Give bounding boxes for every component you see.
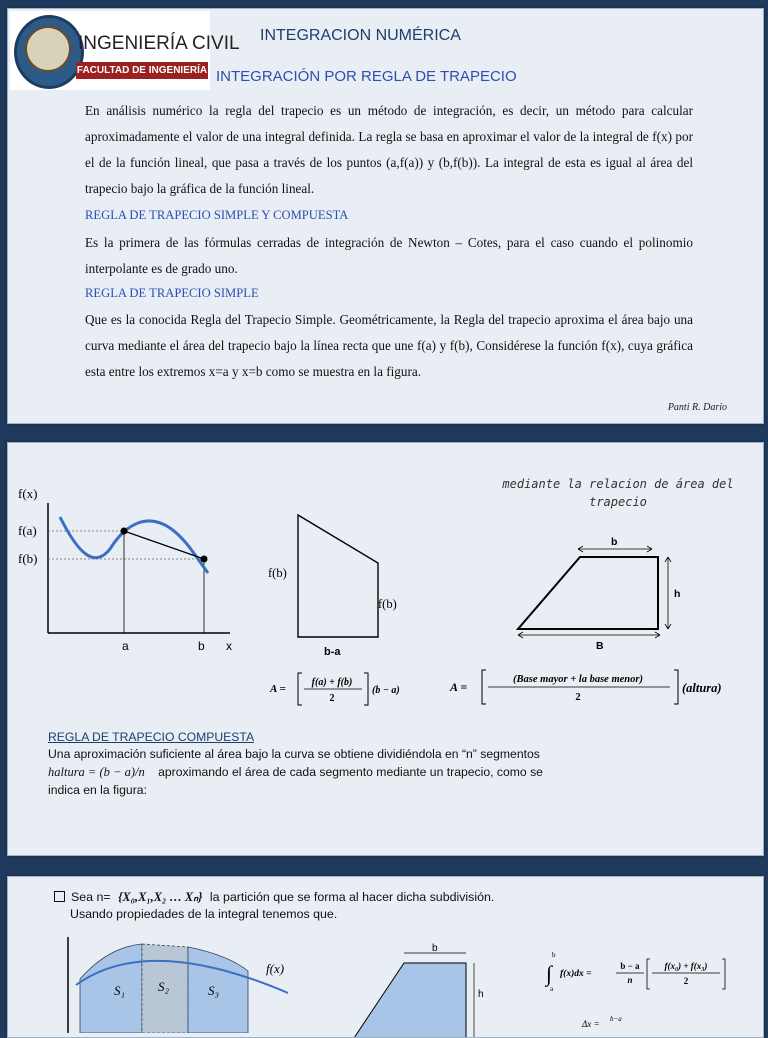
svg-text:b − a: b − a: [620, 961, 640, 971]
compuesta-line-3: indica en la figura:: [48, 783, 147, 797]
svg-text:b−a: b−a: [610, 1015, 622, 1023]
label-a: a: [122, 639, 129, 653]
heading-compuesta: REGLA DE TRAPECIO COMPUESTA: [48, 730, 255, 744]
svg-text:Δx =: Δx =: [582, 1019, 600, 1029]
heading-simple-compuesta: REGLA DE TRAPECIO SIMPLE Y COMPUESTA: [85, 208, 349, 222]
curve-figure: [8, 473, 248, 693]
trapezoid-caption: mediante la relacion de área del trapecio: [502, 477, 734, 509]
svg-text:b: b: [552, 951, 556, 959]
paragraph-trapecio-simple: Que es la conocida Regla del Trapecio Simple. Geométricamente, la Regla del trapecio aproxima el área bajo una curva mediante el área del trapecio bajo la línea recta que une f(a) y f(b), Considérese la función f(x), cuya gráfica esta entre los extremos x=a y x=b como se muestra en la figura.: [85, 312, 693, 379]
paragraph-newton-cotes: Es la primera de las fórmulas cerradas de integración de Newton – Cotes, para el caso cuando el polinomio interpolante es de grado uno.: [85, 235, 693, 276]
function-curve: [60, 517, 208, 573]
svg-text:f(x): f(x): [266, 961, 285, 976]
svg-text:2: 2: [329, 693, 335, 704]
partition-panel: [7, 876, 764, 1038]
svg-text:n: n: [627, 975, 633, 985]
label-b: b: [611, 536, 618, 548]
svg-text:2: 2: [575, 692, 581, 703]
label-fa: f(a): [18, 523, 37, 538]
trapezoid-dims-figure: [502, 531, 702, 651]
university-seal-icon: [14, 15, 84, 89]
page-subtitle: INTEGRACIÓN POR REGLA DE TRAPECIO: [216, 68, 517, 85]
partition-line: Sea n= {X₀,X₁,X₂ … Xₙ} la partición que se forma al hacer dicha subdivisión.: [54, 889, 494, 905]
label-B: B: [596, 640, 604, 651]
trapezoid-shape: [352, 963, 466, 1038]
svg-text:(Base mayor + la base menor): (Base mayor + la base menor): [513, 674, 643, 685]
logo: [10, 11, 240, 90]
svg-text:(b − a): (b − a): [372, 685, 400, 696]
figures-panel: [7, 442, 764, 856]
heading-simple: REGLA DE TRAPECIO SIMPLE: [85, 286, 259, 300]
segment-trapezoid: [348, 941, 488, 1038]
trapezoid-shape: [298, 515, 378, 637]
svg-text:A =: A =: [270, 683, 286, 695]
label-h: h: [674, 588, 681, 600]
compuesta-line-2: haltura = (b − a)/n aproximando el área de cada segmento mediante un trapecio, como se: [48, 765, 543, 779]
svg-text:a: a: [550, 985, 554, 993]
logo-subtitle: FACULTAD DE INGENIERÍA: [76, 62, 208, 79]
formula-trapecio: [268, 669, 448, 709]
page-title: INTEGRACION NUMÉRICA: [260, 27, 461, 44]
svg-text:∫: ∫: [546, 961, 553, 986]
trapezoid-shape: [518, 557, 658, 629]
intro-paragraph: En análisis numérico la regla del trapecio es un método de integración, es decir, un método para calcular aproximadamente el valor de una integral definida. La regla se basa en aproximar el valor de la integral de f(x) por el de la función lineal, que pasa a través de los puntos (a,f(a)) y (b,f(b)). La integral de esta es igual al área del trapecio bajo la gráfica de la función lineal.: [85, 103, 693, 196]
label-ba: b-a: [324, 646, 341, 658]
haltura-formula: haltura = (b − a)/n: [48, 765, 145, 779]
composite-figure: [58, 933, 298, 1033]
trapezoid-figure: [258, 505, 418, 665]
svg-text:2: 2: [683, 976, 689, 986]
secant-line: [124, 531, 204, 559]
svg-text:S₂: S₂: [158, 979, 170, 994]
formula-area: [448, 667, 758, 707]
svg-text:A =: A =: [450, 680, 468, 694]
svg-text:f(x)dx =: f(x)dx =: [560, 969, 592, 979]
partition-set: {X₀,X₁,X₂ … Xₙ}: [118, 890, 203, 904]
checkbox-bullet-icon: [54, 891, 65, 902]
properties-line: Usando propiedades de la integral tenemos que.: [70, 907, 338, 921]
svg-text:h: h: [478, 989, 484, 1000]
label-x: x: [226, 639, 232, 653]
logo-title: INGENIERÍA CIVIL: [78, 33, 240, 54]
svg-text:f(x₀) + f(x₃): f(x₀) + f(x₃): [664, 961, 708, 971]
svg-text:S₃: S₃: [208, 983, 220, 998]
svg-text:f(a) + f(b): f(a) + f(b): [311, 677, 353, 688]
point-b: [201, 556, 208, 563]
label-b: b: [198, 639, 205, 653]
svg-text:S₁: S₁: [114, 983, 126, 998]
intro-panel: [7, 8, 764, 424]
integral-formula: [542, 951, 742, 1038]
compuesta-line-1: Una aproximación suficiente al área bajo la curva se obtiene dividiéndola en “n” segmentos: [48, 747, 540, 761]
point-a: [121, 528, 128, 535]
svg-text:(altura): (altura): [682, 681, 722, 695]
label-fb-right: f(b): [378, 597, 397, 611]
label-fx: f(x): [18, 486, 38, 501]
segment-s1: [80, 944, 142, 1033]
svg-text:b: b: [432, 943, 438, 954]
author-signature: Panti R. Dario: [667, 402, 727, 413]
label-fb: f(b): [18, 551, 38, 566]
label-fb-left: f(b): [268, 566, 287, 580]
